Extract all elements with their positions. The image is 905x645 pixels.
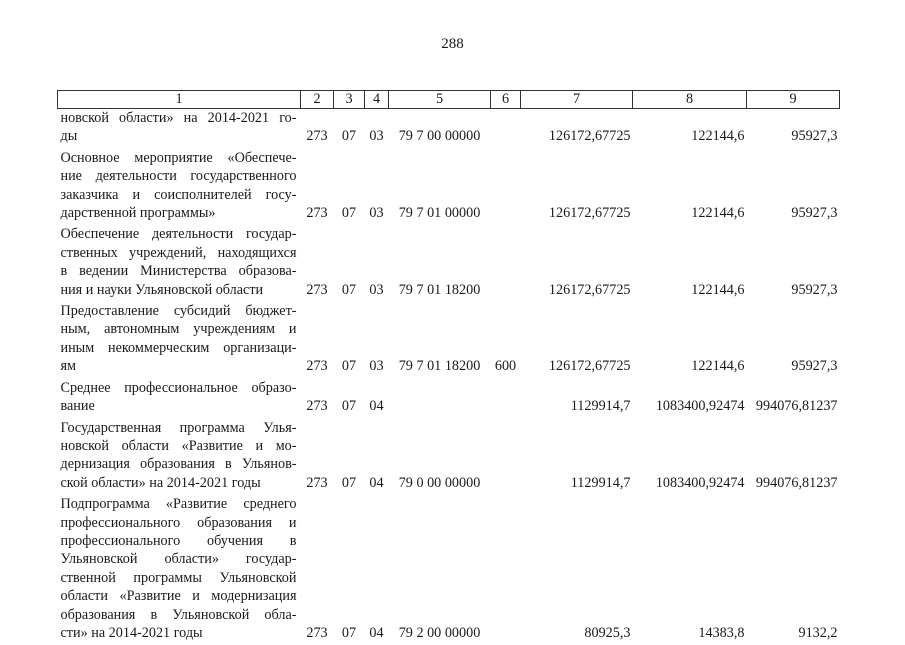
item-name-line: профессионального обучения в xyxy=(61,532,297,550)
cell-expense-type xyxy=(491,149,521,226)
cell-amount-year-3: 9132,2 xyxy=(747,495,840,645)
cell-target-article: 79 0 00 00000 xyxy=(389,419,491,496)
item-name-line: заказчика и соисполнителей госу- xyxy=(61,186,297,204)
page-number: 288 xyxy=(0,36,905,53)
item-name-line: Обеспечение деятельности государ- xyxy=(61,225,297,243)
cell-amount-year-2: 14383,8 xyxy=(633,495,747,645)
cell-expense-type xyxy=(491,419,521,496)
cell-amount-year-1: 126172,67725 xyxy=(521,109,633,149)
cell-amount-year-2: 122144,6 xyxy=(633,302,747,379)
cell-item-name xyxy=(58,379,301,419)
budget-table xyxy=(57,90,840,645)
cell-target-article: 79 7 00 00000 xyxy=(389,109,491,149)
cell-item-name xyxy=(58,149,301,226)
table-row xyxy=(58,379,840,419)
cell-amount-year-2: 122144,6 xyxy=(633,225,747,302)
item-name-line: дарственной программы» xyxy=(61,204,297,222)
cell-amount-year-2: 122144,6 xyxy=(633,109,747,149)
cell-expense-type xyxy=(491,379,521,419)
item-name-line: Предоставление субсидий бюджет- xyxy=(61,302,297,320)
cell-section: 07 xyxy=(334,495,365,645)
header-col-4: 4 xyxy=(365,91,389,109)
cell-ministry-code: 273 xyxy=(301,379,334,419)
cell-section: 07 xyxy=(334,302,365,379)
cell-amount-year-1: 1129914,7 xyxy=(521,419,633,496)
cell-amount-year-2: 1083400,92474 xyxy=(633,379,747,419)
cell-item-name xyxy=(58,225,301,302)
item-name-line: сти» на 2014-2021 годы xyxy=(61,624,297,642)
cell-amount-year-3: 95927,3 xyxy=(747,109,840,149)
cell-amount-year-3: 95927,3 xyxy=(747,225,840,302)
cell-section: 07 xyxy=(334,379,365,419)
item-name-line: профессионального образования и xyxy=(61,514,297,532)
table-row xyxy=(58,419,840,496)
header-col-7: 7 xyxy=(521,91,633,109)
table-row xyxy=(58,225,840,302)
cell-amount-year-3: 994076,81237 xyxy=(747,379,840,419)
item-name-line: вание xyxy=(61,397,297,415)
cell-expense-type xyxy=(491,109,521,149)
item-name-line: ственной программы Ульяновской xyxy=(61,569,297,587)
cell-ministry-code: 273 xyxy=(301,419,334,496)
cell-subsection: 04 xyxy=(365,495,389,645)
cell-amount-year-2: 122144,6 xyxy=(633,149,747,226)
cell-section: 07 xyxy=(334,225,365,302)
item-name-line: Ульяновской области» государ- xyxy=(61,550,297,568)
cell-amount-year-2: 1083400,92474 xyxy=(633,419,747,496)
header-col-8: 8 xyxy=(633,91,747,109)
cell-amount-year-1: 126172,67725 xyxy=(521,149,633,226)
cell-target-article: 79 7 01 18200 xyxy=(389,302,491,379)
cell-target-article: 79 2 00 00000 xyxy=(389,495,491,645)
cell-subsection: 04 xyxy=(365,419,389,496)
header-col-6: 6 xyxy=(491,91,521,109)
cell-section: 07 xyxy=(334,149,365,226)
table-row xyxy=(58,495,840,645)
cell-ministry-code: 273 xyxy=(301,149,334,226)
item-name-line: ям xyxy=(61,357,297,375)
cell-amount-year-3: 994076,81237 xyxy=(747,419,840,496)
cell-item-name xyxy=(58,419,301,496)
cell-subsection: 03 xyxy=(365,149,389,226)
cell-amount-year-3: 95927,3 xyxy=(747,149,840,226)
item-name-line: ды xyxy=(61,127,297,145)
item-name-line: новской области» на 2014-2021 го- xyxy=(61,109,297,127)
item-name-line: области «Развитие и модернизация xyxy=(61,587,297,605)
cell-ministry-code: 273 xyxy=(301,225,334,302)
table-row xyxy=(58,109,840,149)
cell-target-article: 79 7 01 00000 xyxy=(389,149,491,226)
item-name-line: ственных учреждений, находящихся xyxy=(61,244,297,262)
header-col-9: 9 xyxy=(747,91,840,109)
cell-subsection: 03 xyxy=(365,225,389,302)
cell-item-name xyxy=(58,495,301,645)
item-name-line: образования в Ульяновской обла- xyxy=(61,606,297,624)
cell-amount-year-1: 1129914,7 xyxy=(521,379,633,419)
table-row xyxy=(58,302,840,379)
item-name-line: ния и науки Ульяновской области xyxy=(61,281,297,299)
table-body xyxy=(58,109,840,645)
header-col-2: 2 xyxy=(301,91,334,109)
cell-amount-year-3: 95927,3 xyxy=(747,302,840,379)
cell-expense-type xyxy=(491,225,521,302)
item-name-line: Среднее профессиональное образо- xyxy=(61,379,297,397)
cell-item-name xyxy=(58,109,301,149)
cell-amount-year-1: 126172,67725 xyxy=(521,302,633,379)
cell-amount-year-1: 80925,3 xyxy=(521,495,633,645)
cell-target-article xyxy=(389,379,491,419)
cell-expense-type xyxy=(491,495,521,645)
item-name-line: в ведении Министерства образова- xyxy=(61,262,297,280)
item-name-line: Государственная программа Улья- xyxy=(61,419,297,437)
item-name-line: Основное мероприятие «Обеспече- xyxy=(61,149,297,167)
header-col-3: 3 xyxy=(334,91,365,109)
cell-target-article: 79 7 01 18200 xyxy=(389,225,491,302)
item-name-line: ние деятельности государственного xyxy=(61,167,297,185)
item-name-line: ской области» на 2014-2021 годы xyxy=(61,474,297,492)
cell-subsection: 03 xyxy=(365,302,389,379)
cell-subsection: 04 xyxy=(365,379,389,419)
item-name-line: дернизация образования в Ульянов- xyxy=(61,455,297,473)
cell-ministry-code: 273 xyxy=(301,302,334,379)
cell-ministry-code: 273 xyxy=(301,109,334,149)
item-name-line: иным некоммерческим организаци- xyxy=(61,339,297,357)
cell-subsection: 03 xyxy=(365,109,389,149)
item-name-line: новской области «Развитие и мо- xyxy=(61,437,297,455)
table-row xyxy=(58,149,840,226)
item-name-line: Подпрограмма «Развитие среднего xyxy=(61,495,297,513)
table-header xyxy=(58,91,840,109)
cell-section: 07 xyxy=(334,419,365,496)
header-col-1: 1 xyxy=(58,91,301,109)
cell-item-name xyxy=(58,302,301,379)
header-col-5: 5 xyxy=(389,91,491,109)
cell-section: 07 xyxy=(334,109,365,149)
cell-expense-type: 600 xyxy=(491,302,521,379)
cell-ministry-code: 273 xyxy=(301,495,334,645)
item-name-line: ным, автономным учреждениям и xyxy=(61,320,297,338)
header-row xyxy=(58,91,840,109)
cell-amount-year-1: 126172,67725 xyxy=(521,225,633,302)
